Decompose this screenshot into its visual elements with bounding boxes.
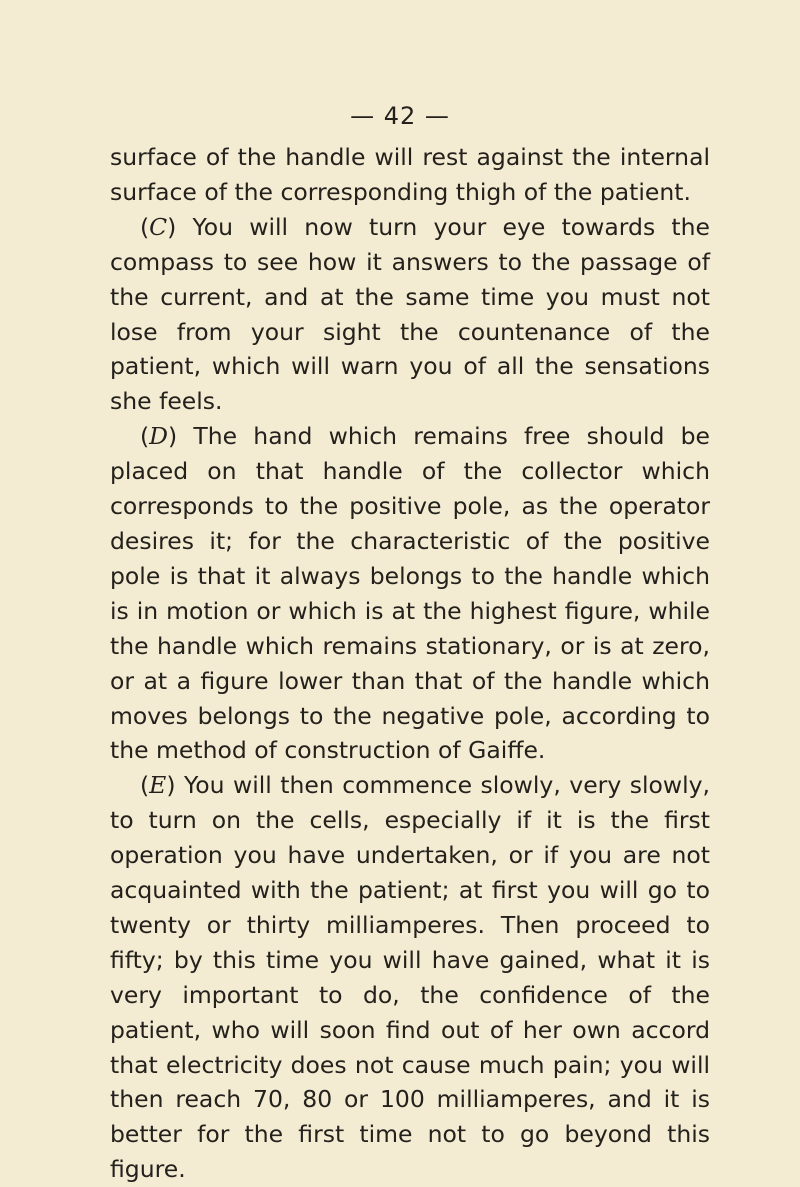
paragraph-c — [110, 210, 710, 419]
paragraph-text: The hand which remains free should be placed on that handle of the collector which corresponds to the positive pole, as the operator desires it; for the characteristic of the positive pole is that it always belongs to the handle which is in motion or which is at the highest figure, while the handle which remains stationary, or is at zero, or at a figure lower than that of the handle which moves belongs to the negative pole, according to the method of construction of Gaiffe. — [110, 422, 710, 765]
page-number: — 42 — — [350, 102, 450, 130]
paragraph-close-paren: ) — [168, 422, 178, 451]
paragraph-continuation — [110, 140, 710, 210]
paragraph-close-paren: ) — [166, 771, 176, 800]
paragraph-close-paren: ) — [167, 212, 177, 241]
paragraph-e — [110, 768, 710, 1187]
paragraph-open-paren: ( — [140, 771, 150, 800]
paragraph-letter: E — [149, 771, 167, 800]
paragraph-d — [110, 419, 710, 768]
paragraph-open-paren: ( — [140, 422, 150, 451]
paragraph-open-paren: ( — [140, 212, 150, 241]
paragraph-text: surface of the handle will rest against the internal surface of the corresponding thigh of the patient. — [110, 143, 710, 206]
paragraph-text: You will then commence slowly, very slowly, to turn on the cells, especially if it is the first operation you have undertaken, or if you are not acquainted with the patient; at first you will go to twenty or thirty milliamperes. Then proceed to fifty; by this time you will have gained, what it is very important to do, the confidence of the patient, who will soon find out of her own accord that electricity does not cause much pain; you will then reach 70, 80 or 100 milliamperes, and it is better for the first time not to go beyond this figure. — [110, 771, 710, 1184]
paragraph-letter: C — [149, 212, 168, 241]
paragraph-text: You will now turn your eye towards the compass to see how it answers to the passage of the current, and at the same time you must not lose from your sight the countenance of the patient, which will warn you of all the sensations she feels. — [110, 212, 710, 416]
body-text — [110, 140, 710, 1187]
paragraph-letter: D — [149, 422, 169, 451]
